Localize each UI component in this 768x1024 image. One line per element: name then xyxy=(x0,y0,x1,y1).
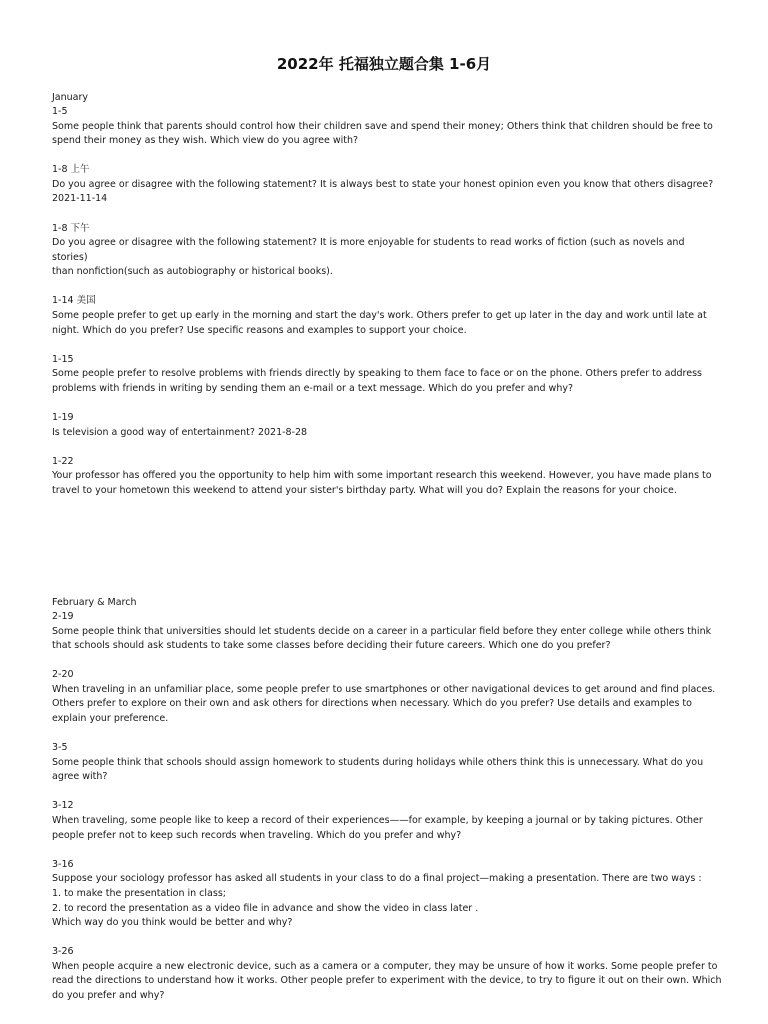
question-text-line: When traveling, some people like to keep a record of their experiences——for example, by keeping a journal or by taking pictures. Other xyxy=(52,815,703,827)
question-date: 3-12 xyxy=(52,800,74,812)
question-date: 1-14 美国 xyxy=(52,295,96,307)
question-entry xyxy=(52,163,722,207)
question-date: 1-5 xyxy=(52,106,68,117)
question-text-line: 1. to make the presentation in class; xyxy=(52,887,226,899)
question-entry xyxy=(52,799,722,843)
question-text-line: spend their money as they wish. Which view do you agree with? xyxy=(52,135,359,147)
question-date: 1-19 xyxy=(52,412,74,423)
question-text-line: 2. to record the presentation as a video file in advance and show the video in class later . xyxy=(52,902,479,914)
month-heading: February & March xyxy=(52,597,137,608)
question-text-line: Do you agree or disagree with the following statement? It is more enjoyable for students to read works of fiction (such as novels and stories) xyxy=(52,237,685,263)
question-text-line: read the directions to understand how it works. Other people prefer to experiment with the device, to try to figure it out on their own. Which xyxy=(52,975,722,987)
question-text-line: people prefer not to keep such records when traveling. Which do you prefer and why? xyxy=(52,829,462,841)
page-title: 2022年 托福独立题合集 1-6月 xyxy=(276,55,492,73)
month-heading: January xyxy=(52,92,89,103)
question-entry xyxy=(52,455,722,499)
question-entry xyxy=(52,411,722,440)
question-date: 2-19 xyxy=(52,611,74,622)
question-text-line: that schools should ask students to take some classes before deciding their future careers. Which one do you prefer? xyxy=(52,640,611,652)
question-date: 1-22 xyxy=(52,455,74,467)
question-text-line: problems with friends in writing by sending them an e-mail or a text message. Which do you prefer and why? xyxy=(52,382,574,394)
question-text-line: When people acquire a new electronic device, such as a camera or a computer, they may be unsure of how it works. Some people prefer to xyxy=(52,960,718,972)
question-date: 1-8 上午 xyxy=(52,164,90,176)
question-text-line: do you prefer and why? xyxy=(52,989,165,1001)
question-text-line: Suppose your sociology professor has asked all students in your class to do a final project—making a presentation. There are two ways : xyxy=(52,873,702,885)
question-text-line: than nonfiction(such as autobiography or historical books). xyxy=(52,266,333,278)
question-text-line: Some people prefer to resolve problems with friends directly by speaking to them face to face or on the phone. Others prefer to address xyxy=(52,368,702,380)
question-text-line: Some people think that parents should control how their children save and spend their money; Others think that children should be free to xyxy=(52,120,713,132)
question-entry xyxy=(52,668,722,726)
question-text-line: travel to your hometown this weekend to attend your sister's birthday party. What will you do? Explain the reasons for your choice. xyxy=(52,484,677,496)
question-text-line: Which way do you think would be better and why? xyxy=(52,917,293,929)
question-text-line: night. Which do you prefer? Use specific reasons and examples to support your choice. xyxy=(52,324,467,336)
question-entry xyxy=(52,105,722,149)
question-date: 3-5 xyxy=(52,742,68,754)
question-text-line: Some people think that schools should assign homework to students during holidays while others think this is unnecessary. What do you xyxy=(52,756,704,768)
question-text-line: Some people prefer to get up early in the morning and start the day's work. Others prefer to get up later in the day and work until late at xyxy=(52,310,707,322)
section-february-march xyxy=(52,595,722,1018)
question-entry xyxy=(52,222,722,280)
question-date: 2-20 xyxy=(52,669,74,681)
question-text-line: explain your preference. xyxy=(52,713,169,725)
question-text-line: Is television a good way of entertainment? 2021-8-28 xyxy=(52,426,308,438)
question-date: 3-16 xyxy=(52,858,74,870)
question-text-line: 2021-11-14 xyxy=(52,193,108,205)
question-entry xyxy=(52,858,722,931)
question-entry xyxy=(52,610,722,654)
question-entry xyxy=(52,353,722,397)
question-date: 1-8 下午 xyxy=(52,222,90,234)
question-date: 1-15 xyxy=(52,353,74,365)
question-entry xyxy=(52,741,722,785)
question-text-line: When traveling in an unfamiliar place, some people prefer to use smartphones or other navigational devices to get around and find places. xyxy=(52,683,716,695)
question-text-line: Others prefer to explore on their own and ask others for directions when necessary. Which do you prefer? Use details and examples to xyxy=(52,698,692,710)
question-text-line: Your professor has offered you the opportunity to help him with some important research this weekend. However, you have made plans to xyxy=(52,470,712,482)
question-text-line: agree with? xyxy=(52,771,108,783)
question-entry xyxy=(52,945,722,1003)
question-date: 3-26 xyxy=(52,946,74,958)
question-text-line: Some people think that universities should let students decide on a career in a particular field before they enter college while others think xyxy=(52,625,712,637)
question-entry xyxy=(52,294,722,338)
question-text-line: Do you agree or disagree with the following statement? It is always best to state your honest opinion even you know that others disagree? xyxy=(52,178,714,190)
section-january xyxy=(52,90,722,513)
